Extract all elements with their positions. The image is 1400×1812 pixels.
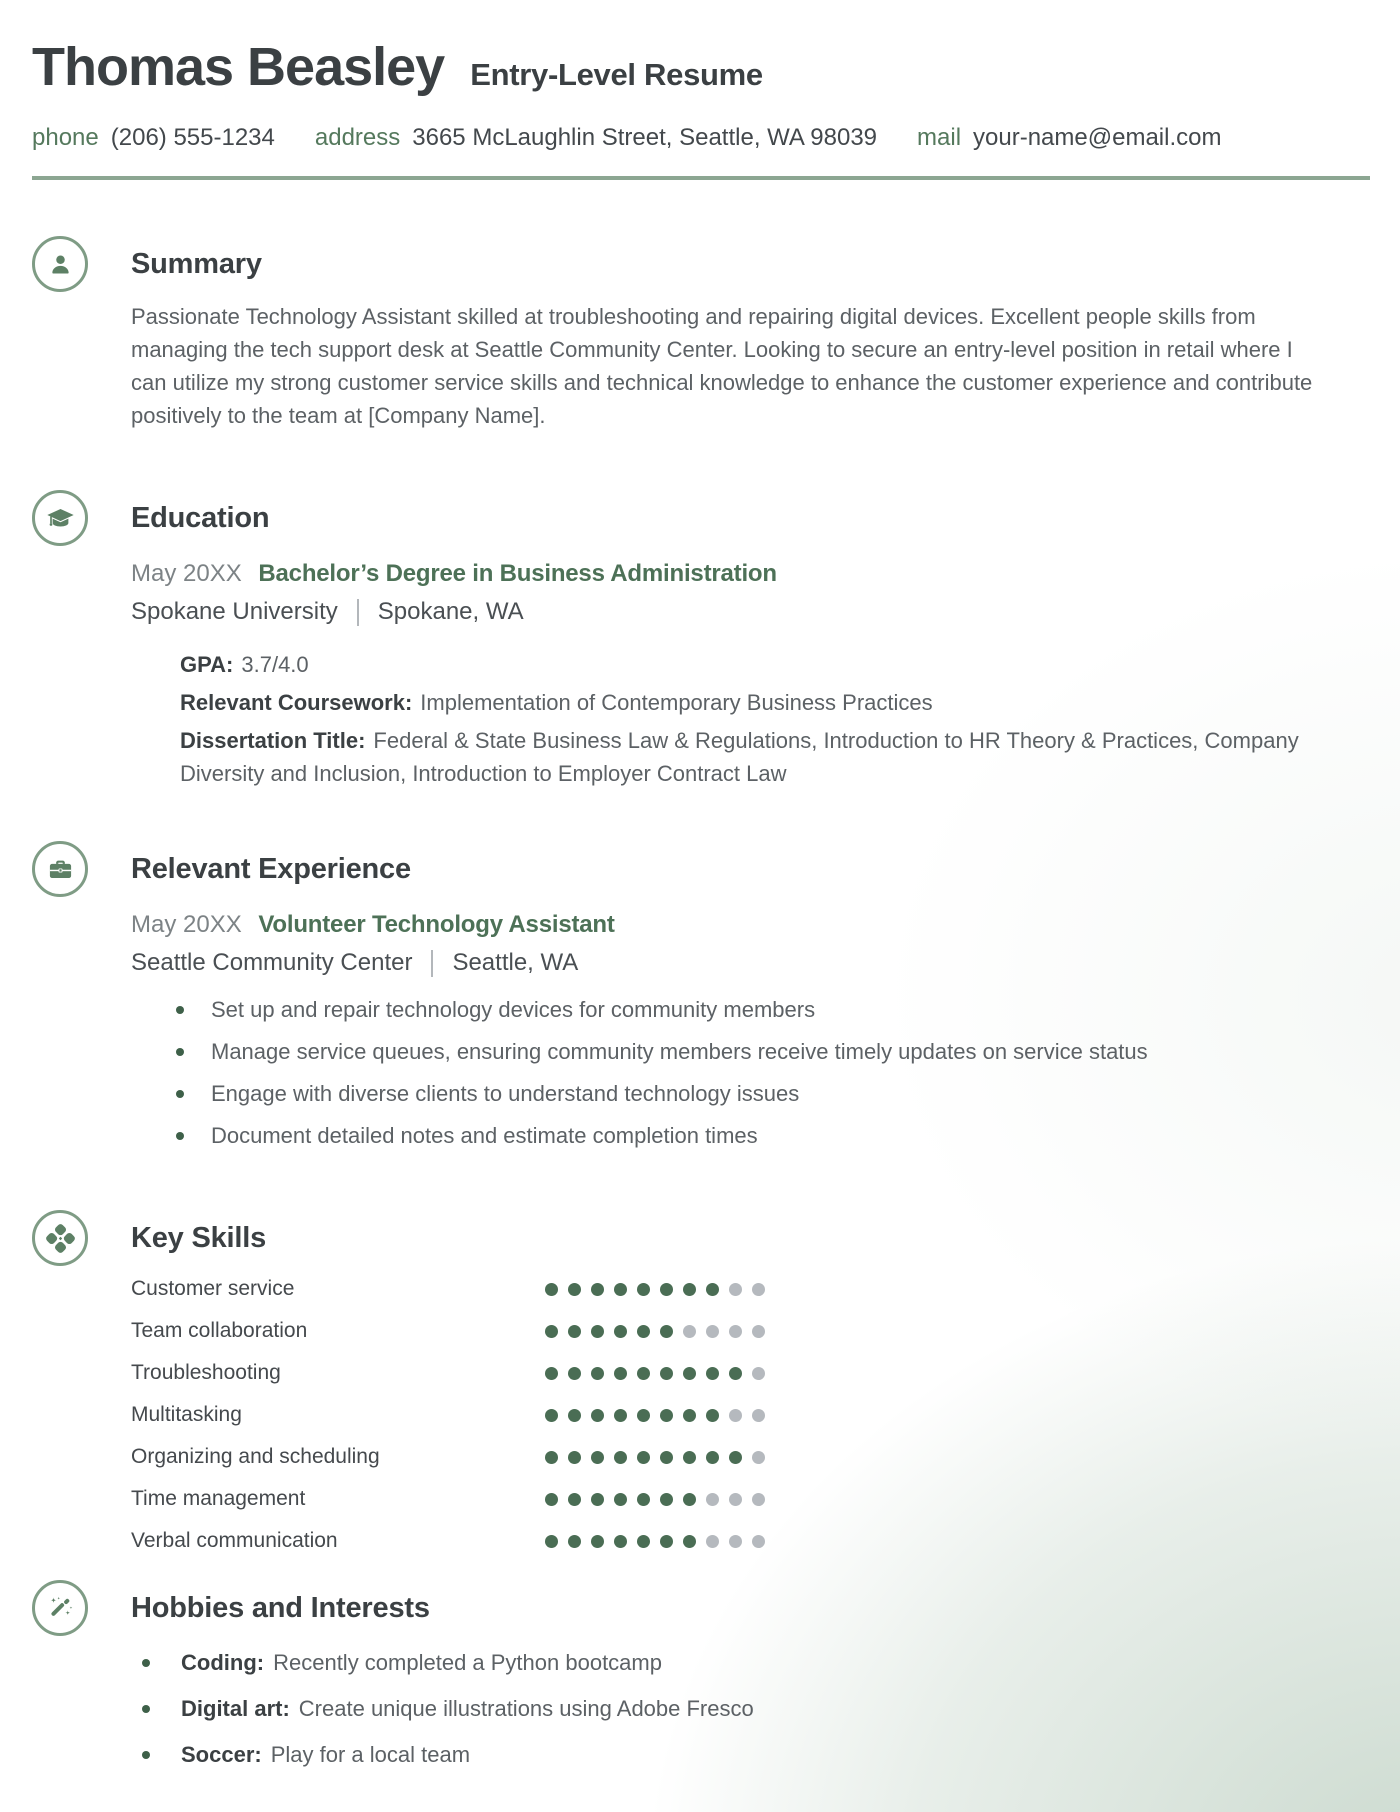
skill-rating bbox=[545, 1535, 775, 1548]
skill-dot-filled bbox=[591, 1451, 604, 1464]
skill-dot-filled bbox=[706, 1367, 719, 1380]
skill-dot-empty bbox=[706, 1493, 719, 1506]
skill-dot-filled bbox=[568, 1283, 581, 1296]
skill-row bbox=[131, 1436, 1370, 1478]
experience-icon-column bbox=[32, 841, 131, 1163]
dissertation-value: Federal & State Business Law & Regulations, Introduction to HR Theory & Practices, Company Diversity and Inclusion, Introduction to Employer Contract Law bbox=[180, 728, 1299, 786]
skill-dot-filled bbox=[568, 1325, 581, 1338]
hobbies-list bbox=[131, 1648, 1370, 1769]
list-item bbox=[131, 1648, 1370, 1677]
skill-name: Organizing and scheduling bbox=[131, 1445, 380, 1468]
skill-dot-empty bbox=[729, 1535, 742, 1548]
separator bbox=[357, 599, 359, 626]
education-content bbox=[131, 490, 1370, 795]
address-label: address bbox=[314, 124, 401, 151]
education-date: May 20XX bbox=[131, 560, 242, 587]
list-item bbox=[131, 1037, 1370, 1066]
experience-content bbox=[131, 841, 1370, 1163]
hobby-text bbox=[181, 1740, 470, 1769]
resume-type-label: Entry-Level Resume bbox=[470, 57, 763, 92]
experience-bullet: Document detailed notes and estimate completion times bbox=[211, 1123, 758, 1148]
atom-icon bbox=[32, 1210, 88, 1266]
education-degree: Bachelor’s Degree in Business Administration bbox=[258, 560, 777, 587]
skill-dot-filled bbox=[545, 1409, 558, 1422]
skill-dot-filled bbox=[637, 1325, 650, 1338]
experience-org: Seattle Community Center bbox=[131, 949, 413, 976]
section-skills bbox=[32, 1210, 1370, 1562]
skill-dot-filled bbox=[706, 1409, 719, 1422]
experience-bullet-list bbox=[131, 995, 1370, 1150]
skill-dot-filled bbox=[614, 1409, 627, 1422]
skill-dot-filled bbox=[614, 1451, 627, 1464]
skill-row bbox=[131, 1268, 1370, 1310]
skill-dot-filled bbox=[683, 1283, 696, 1296]
name-row bbox=[32, 36, 1370, 98]
mail-value: your-name@email.com bbox=[973, 124, 1222, 151]
skill-dot-filled bbox=[545, 1493, 558, 1506]
hobbies-icon-column bbox=[32, 1580, 131, 1786]
bullet-dot bbox=[176, 1006, 184, 1014]
education-title: Education bbox=[131, 502, 270, 534]
skill-dot-empty bbox=[706, 1535, 719, 1548]
skills-content bbox=[131, 1210, 1370, 1562]
skill-name: Verbal communication bbox=[131, 1529, 338, 1552]
skill-dot-filled bbox=[660, 1367, 673, 1380]
list-item bbox=[131, 1079, 1370, 1108]
skill-dot-empty bbox=[752, 1535, 765, 1548]
contact-phone bbox=[32, 124, 275, 152]
hobby-label: Coding: bbox=[181, 1650, 265, 1675]
experience-bullet: Engage with diverse clients to understand technology issues bbox=[211, 1081, 800, 1106]
address-value: 3665 McLaughlin Street, Seattle, WA 98039 bbox=[412, 124, 878, 151]
contact-mail bbox=[917, 124, 1221, 152]
skill-dot-empty bbox=[752, 1367, 765, 1380]
skill-dot-empty bbox=[729, 1409, 742, 1422]
education-details bbox=[180, 648, 1325, 790]
skill-dot-filled bbox=[568, 1493, 581, 1506]
skill-rating bbox=[545, 1409, 775, 1422]
coursework-label: Relevant Coursework: bbox=[180, 690, 413, 715]
experience-role: Volunteer Technology Assistant bbox=[258, 911, 615, 938]
summary-text: Passionate Technology Assistant skilled at troubleshooting and repairing digital devices. Excellent people skills from managing the tech support desk at Seattle Community Center. Looking to secure an entry-level position in retail where I can utilize my strong customer service skills and technical knowledge to enhance the customer experience and contribute positively to the team at [Company Name]. bbox=[131, 304, 1313, 428]
graduation-cap-icon bbox=[32, 490, 88, 546]
skill-dot-filled bbox=[637, 1409, 650, 1422]
contact-address bbox=[315, 124, 877, 152]
skill-dot-filled bbox=[591, 1367, 604, 1380]
experience-bullet: Set up and repair technology devices for community members bbox=[211, 997, 816, 1022]
mail-label: mail bbox=[917, 124, 962, 151]
header-divider bbox=[32, 176, 1370, 180]
hobbies-title: Hobbies and Interests bbox=[131, 1592, 430, 1624]
skill-dot-filled bbox=[591, 1325, 604, 1338]
skill-dot-filled bbox=[683, 1493, 696, 1506]
skill-name: Multitasking bbox=[131, 1403, 242, 1426]
education-entry-head bbox=[131, 560, 1370, 588]
hobby-value: Play for a local team bbox=[270, 1742, 471, 1767]
skill-dot-empty bbox=[729, 1325, 742, 1338]
list-item bbox=[131, 995, 1370, 1024]
list-item bbox=[131, 1694, 1370, 1723]
skill-dot-filled bbox=[545, 1535, 558, 1548]
gpa-value: 3.7/4.0 bbox=[241, 652, 309, 677]
education-entry-sub bbox=[131, 598, 1370, 626]
page-title: Thomas Beasley bbox=[32, 37, 445, 97]
skill-dot-filled bbox=[591, 1535, 604, 1548]
education-icon-column bbox=[32, 490, 131, 795]
bullet-dot bbox=[176, 1090, 184, 1098]
skill-rating bbox=[545, 1451, 775, 1464]
skill-dot-filled bbox=[637, 1283, 650, 1296]
skill-dot-filled bbox=[614, 1283, 627, 1296]
education-detail-dissertation bbox=[180, 724, 1325, 790]
skill-row bbox=[131, 1478, 1370, 1520]
skill-rating bbox=[545, 1283, 775, 1296]
skill-dot-empty bbox=[752, 1493, 765, 1506]
section-hobbies bbox=[32, 1580, 1370, 1786]
skill-dot-filled bbox=[706, 1451, 719, 1464]
skill-dot-filled bbox=[637, 1493, 650, 1506]
hobby-label: Soccer: bbox=[181, 1742, 262, 1767]
skill-dot-filled bbox=[545, 1283, 558, 1296]
skill-dot-filled bbox=[683, 1367, 696, 1380]
section-education bbox=[32, 490, 1370, 795]
skill-dot-filled bbox=[591, 1493, 604, 1506]
magic-wand-icon bbox=[32, 1580, 88, 1636]
skill-dot-filled bbox=[614, 1367, 627, 1380]
person-icon bbox=[32, 236, 88, 292]
skill-dot-filled bbox=[568, 1451, 581, 1464]
skill-dot-filled bbox=[568, 1367, 581, 1380]
skill-dot-filled bbox=[568, 1535, 581, 1548]
separator bbox=[431, 950, 433, 977]
skill-dot-empty bbox=[706, 1325, 719, 1338]
skill-name: Time management bbox=[131, 1487, 306, 1510]
skill-dot-filled bbox=[660, 1535, 673, 1548]
skill-dot-filled bbox=[637, 1367, 650, 1380]
skill-row bbox=[131, 1352, 1370, 1394]
phone-value: (206) 555-1234 bbox=[110, 124, 275, 151]
gpa-label: GPA: bbox=[180, 652, 234, 677]
skill-dot-filled bbox=[683, 1535, 696, 1548]
skill-dot-filled bbox=[660, 1451, 673, 1464]
bullet-dot bbox=[142, 1705, 150, 1713]
skill-dot-filled bbox=[591, 1283, 604, 1296]
skill-row bbox=[131, 1394, 1370, 1436]
bullet-dot bbox=[142, 1659, 150, 1667]
skill-dot-filled bbox=[660, 1325, 673, 1338]
skill-rating bbox=[545, 1325, 775, 1338]
experience-title: Relevant Experience bbox=[131, 853, 411, 885]
bullet-dot bbox=[176, 1048, 184, 1056]
summary-icon-column bbox=[32, 236, 131, 432]
skill-dot-empty bbox=[752, 1325, 765, 1338]
skill-dot-filled bbox=[729, 1451, 742, 1464]
skills-title: Key Skills bbox=[131, 1222, 267, 1254]
bullet-dot bbox=[142, 1751, 150, 1759]
education-location: Spokane, WA bbox=[377, 598, 524, 625]
skill-dot-empty bbox=[752, 1409, 765, 1422]
skill-dot-filled bbox=[660, 1493, 673, 1506]
experience-date: May 20XX bbox=[131, 911, 242, 938]
bullet-dot bbox=[176, 1132, 184, 1140]
hobby-text bbox=[181, 1648, 662, 1677]
hobby-value: Create unique illustrations using Adobe Fresco bbox=[298, 1696, 754, 1721]
experience-entry-head bbox=[131, 911, 1370, 939]
experience-bullet: Manage service queues, ensuring community members receive timely updates on service status bbox=[211, 1039, 1148, 1064]
skill-dot-filled bbox=[591, 1409, 604, 1422]
skill-dot-filled bbox=[660, 1409, 673, 1422]
skill-rating bbox=[545, 1367, 775, 1380]
skill-dot-filled bbox=[660, 1283, 673, 1296]
skill-row bbox=[131, 1310, 1370, 1352]
skill-rating bbox=[545, 1493, 775, 1506]
skill-dot-empty bbox=[683, 1325, 696, 1338]
hobby-value: Recently completed a Python bootcamp bbox=[273, 1650, 662, 1675]
education-school: Spokane University bbox=[131, 598, 338, 625]
coursework-value: Implementation of Contemporary Business Practices bbox=[420, 690, 933, 715]
skill-dot-empty bbox=[729, 1493, 742, 1506]
skill-name: Troubleshooting bbox=[131, 1361, 281, 1384]
education-detail-coursework bbox=[180, 686, 1325, 719]
skill-name: Customer service bbox=[131, 1277, 295, 1300]
section-summary bbox=[32, 236, 1370, 432]
skill-dot-filled bbox=[568, 1409, 581, 1422]
contact-row bbox=[32, 124, 1370, 152]
hobby-text bbox=[181, 1694, 754, 1723]
experience-location: Seattle, WA bbox=[452, 949, 579, 976]
skill-dot-filled bbox=[706, 1283, 719, 1296]
skills-icon-column bbox=[32, 1210, 131, 1562]
skill-row bbox=[131, 1520, 1370, 1562]
skill-dot-filled bbox=[545, 1325, 558, 1338]
phone-label: phone bbox=[32, 124, 99, 151]
skill-dot-empty bbox=[752, 1451, 765, 1464]
skill-dot-filled bbox=[614, 1535, 627, 1548]
skill-dot-empty bbox=[729, 1283, 742, 1296]
skill-dot-filled bbox=[545, 1367, 558, 1380]
summary-title: Summary bbox=[131, 248, 262, 280]
skill-name: Team collaboration bbox=[131, 1319, 308, 1342]
skill-dot-filled bbox=[637, 1535, 650, 1548]
education-detail-gpa bbox=[180, 648, 1325, 681]
skills-table bbox=[131, 1268, 1370, 1562]
list-item bbox=[131, 1740, 1370, 1769]
skill-dot-filled bbox=[729, 1367, 742, 1380]
skill-dot-filled bbox=[683, 1409, 696, 1422]
skill-dot-filled bbox=[637, 1451, 650, 1464]
skill-dot-empty bbox=[752, 1283, 765, 1296]
summary-content bbox=[131, 236, 1370, 432]
skill-dot-filled bbox=[614, 1493, 627, 1506]
experience-entry-sub bbox=[131, 949, 1370, 977]
hobbies-content bbox=[131, 1580, 1370, 1786]
skill-dot-filled bbox=[614, 1325, 627, 1338]
briefcase-icon bbox=[32, 841, 88, 897]
section-experience bbox=[32, 841, 1370, 1163]
hobby-label: Digital art: bbox=[181, 1696, 290, 1721]
skill-dot-filled bbox=[545, 1451, 558, 1464]
header bbox=[32, 36, 1370, 180]
skill-dot-filled bbox=[683, 1451, 696, 1464]
list-item bbox=[131, 1121, 1370, 1150]
dissertation-label: Dissertation Title: bbox=[180, 728, 366, 753]
